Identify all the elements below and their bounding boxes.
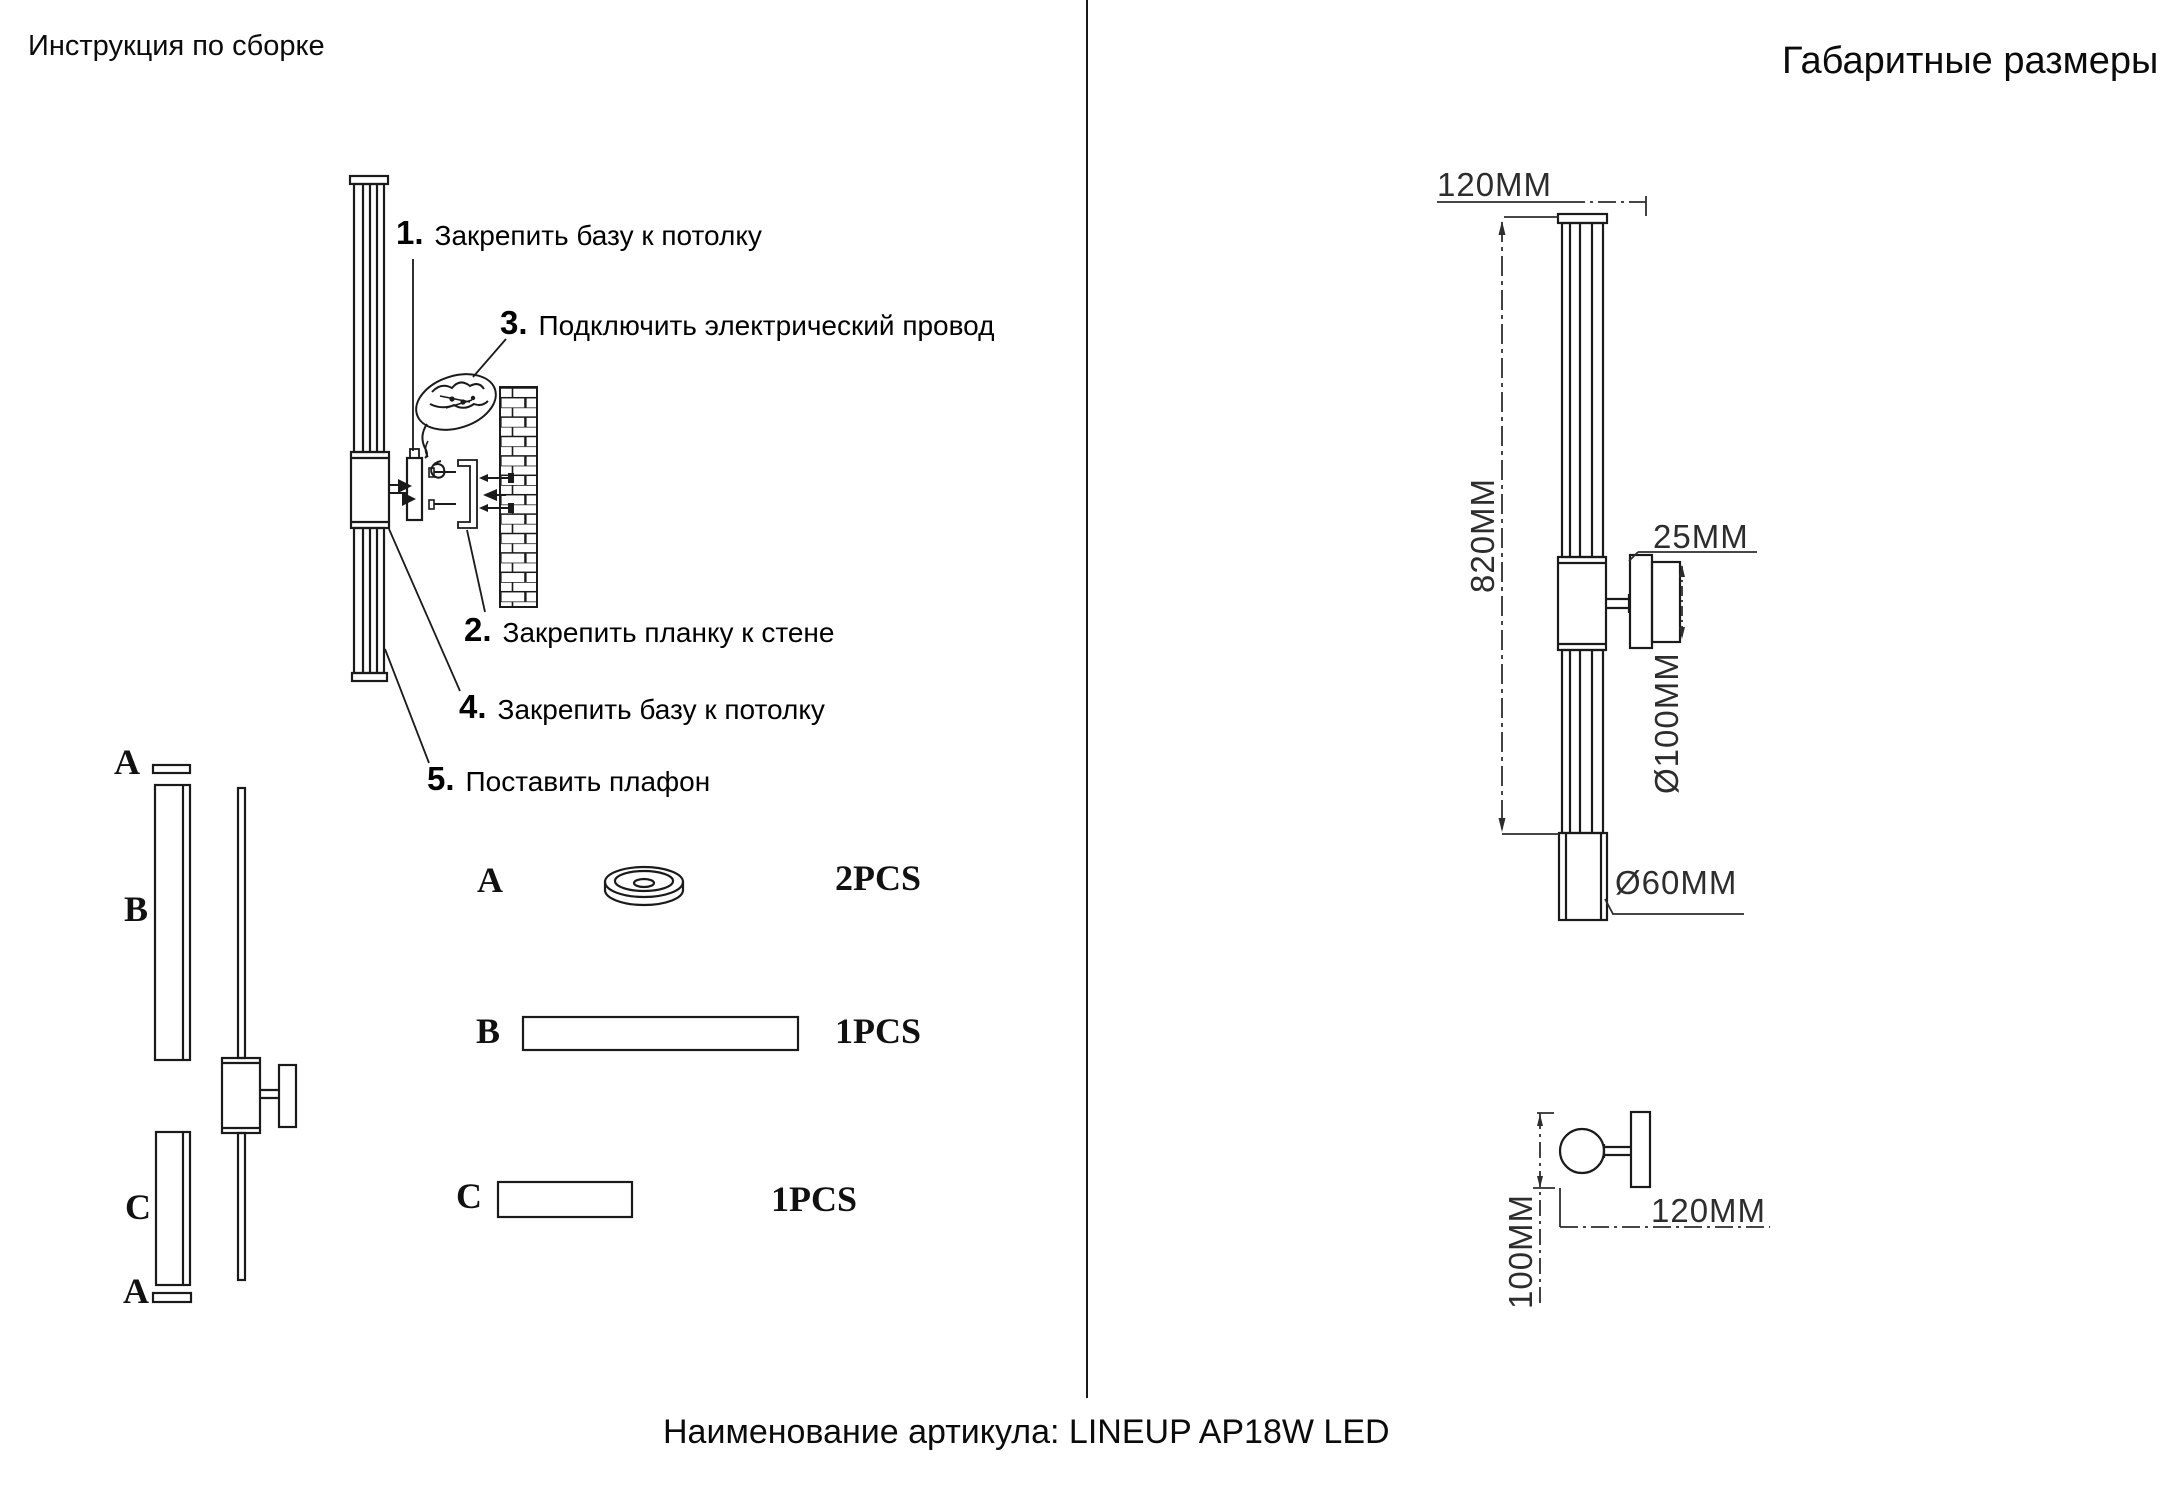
front-view-drawing <box>1558 214 1680 920</box>
part-row-c-qty: 1PCS <box>771 1179 858 1219</box>
brick-wall-icon <box>500 387 537 607</box>
step-2-number: 2. <box>464 611 492 648</box>
step-3-text: Подключить электрический провод <box>538 310 995 341</box>
part-b-tube-icon <box>523 1017 798 1050</box>
article-name: Наименование артикула: LINEUP AP18W LED <box>663 1413 1390 1451</box>
step-5-text: Поставить плафон <box>465 766 711 797</box>
step-5-number: 5. <box>427 760 455 797</box>
step-3 <box>500 306 994 340</box>
dim-base-diameter: Ø100MM <box>1648 652 1685 794</box>
part-row-b-qty: 1PCS <box>835 1011 922 1051</box>
part-row-c-label: C <box>456 1176 482 1216</box>
step-1-text: Закрепить базу к потолку <box>434 220 762 251</box>
step-1-number: 1. <box>396 214 424 251</box>
part-row-a-qty: 2PCS <box>835 858 922 898</box>
dim-side-width: 120MM <box>1651 1192 1767 1229</box>
step-4-number: 4. <box>459 688 487 725</box>
dim-tube-diameter: Ø60MM <box>1615 864 1738 901</box>
dim-top-width: 120MM <box>1437 166 1553 203</box>
part-row-b-label: B <box>476 1011 501 1051</box>
assembled-lamp-drawing <box>350 176 389 681</box>
dim-side-height: 100MM <box>1502 1193 1539 1309</box>
step-2-text: Закрепить планку к стене <box>502 617 835 648</box>
mounting-hardware-detail <box>389 449 514 528</box>
step-2 <box>464 613 834 647</box>
step-4 <box>459 690 825 724</box>
part-row-a-label: A <box>477 860 503 900</box>
dim-bracket-depth: 25MM <box>1653 518 1749 555</box>
step-5 <box>427 762 710 796</box>
exploded-label-a-top: A <box>114 742 140 782</box>
top-view-drawing <box>1560 1112 1650 1187</box>
step-4-text: Закрепить базу к потолку <box>497 694 825 725</box>
step-3-number: 3. <box>500 304 528 341</box>
exploded-view-drawing <box>153 765 296 1302</box>
step-1 <box>396 216 762 250</box>
dim-height: 820MM <box>1464 477 1501 593</box>
part-c-tube-icon <box>498 1182 632 1217</box>
exploded-label-a-bottom: A <box>123 1271 149 1311</box>
exploded-label-c: C <box>125 1187 151 1227</box>
part-a-canopy-ring-icon <box>605 867 683 905</box>
exploded-label-b: B <box>124 889 149 929</box>
page-title-dimensions: Габаритные размеры <box>1782 40 2159 82</box>
page-title-assembly: Инструкция по сборке <box>28 30 325 62</box>
